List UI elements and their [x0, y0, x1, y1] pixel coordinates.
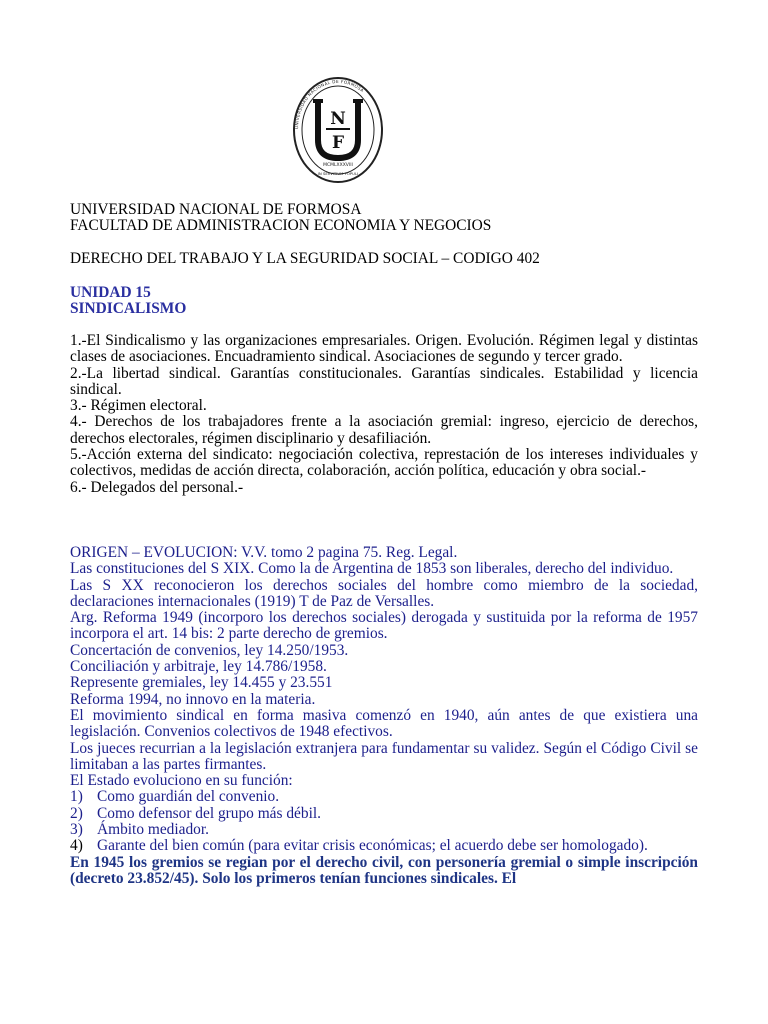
section-paragraph: El Estado evoluciono en su función:: [70, 772, 293, 790]
unit-heading: [70, 285, 698, 318]
section-heading: ORIGEN – EVOLUCION: V.V. tomo 2 pagina 75. Reg. Legal.: [70, 544, 458, 561]
faculty-name: FACULTAD DE ADMINISTRACION ECONOMIA Y NEGOCIOS: [70, 217, 492, 235]
syllabus-item: 2.-La libertad sindical. Garantías constitucionales. Garantías sindicales. Estabilidad y licencia sindical.: [70, 364, 698, 398]
syllabus-item: 4.- Derechos de los trabajadores frente a la asociación gremial: ingreso, ejercicio de derechos, derechos electorales, régimen disciplinario y desafiliación.: [70, 413, 698, 447]
syllabus-item: 5.-Acción externa del sindicato: negociación colectiva, represtación de los intereses individuales y colectivos, medidas de acción directa, colaboración, acción política, educación y obra social.-: [70, 446, 698, 480]
section-paragraph: Los jueces recurrian a la legislación extranjera para fundamentar su validez. Según el Código Civil se limitaban a las partes firmantes.: [70, 739, 698, 773]
syllabus-item: 6.- Delegados del personal.-: [70, 478, 244, 496]
unit-number: UNIDAD 15: [70, 284, 151, 301]
syllabus-item: 1.-El Sindicalismo y las organizaciones empresariales. Origen. Evolución. Régimen legal y distintas clases de asociaciones. Encuadramiento sindical. Asociaciones de segundo y tercer grado.: [70, 332, 698, 366]
syllabus-item: 3.- Régimen electoral.: [70, 397, 207, 415]
section-paragraph: Reforma 1994, no innovo en la materia.: [70, 690, 316, 708]
list-item: 1) Como guardián del convenio.: [70, 788, 280, 806]
document-header: [70, 202, 698, 235]
section-paragraph: El movimiento sindical en forma masiva comenzó en 1940, aún antes de que existiera una legislación. Convenios colectivos de 1948 efectivos.: [70, 706, 698, 741]
section-paragraph: Las constituciones del S XIX. Como la de Argentina de 1853 son liberales, derecho del individuo.: [70, 560, 674, 578]
section-paragraph: Arg. Reforma 1949 (incorporo los derechos sociales) derogada y sustituida por la reforma de 1957 incorpora el art. 14 bis: 2 parte derecho de gremios.: [70, 609, 698, 643]
logo-ring-text: UNIVERSIDAD NACIONAL DE FORMOSA: [293, 78, 365, 130]
university-logo: [288, 72, 388, 192]
syllabus-list: [70, 333, 698, 496]
course-title-block: [70, 251, 698, 267]
section-paragraph: Conciliación y arbitraje, ley 14.786/1958.: [70, 658, 327, 676]
unit-title: SINDICALISMO: [70, 300, 187, 318]
logo-letter-f: F: [331, 133, 345, 153]
list-item: 2) Como defensor del grupo más débil.: [70, 804, 321, 822]
origen-section: [70, 545, 698, 887]
section-paragraph: Las S XX reconocieron los derechos sociales del hombre como miembro de la sociedad, declaraciones internacionales (1919) T de Paz de Versalles.: [70, 576, 698, 610]
list-item: 3) Ámbito mediador.: [70, 821, 209, 839]
section-paragraph: Concertación de convenios, ley 14.250/1953.: [70, 641, 349, 659]
list-item: 4) Garante del bien común (para evitar crisis económicas; el acuerdo debe ser homologado).: [70, 837, 648, 855]
state-functions-list: [70, 789, 698, 854]
logo-year: MCMLXXXVIII: [323, 163, 353, 168]
closing-paragraph: En 1945 los gremios se regian por el derecho civil, con personería gremial o simple inscripción (decreto 23.852/45). Solo los primeros tenían funciones sindicales. El: [70, 853, 698, 887]
university-name: UNIVERSIDAD NACIONAL DE FORMOSA: [70, 201, 362, 218]
section-paragraph: Represente gremiales, ley 14.455 y 23.551: [70, 674, 333, 692]
course-title: DERECHO DEL TRABAJO Y LA SEGURIDAD SOCIAL – CODIGO 402: [70, 250, 540, 267]
logo-motto: IN SERVITIUM POPULI: [317, 171, 359, 176]
logo-letter-n: N: [330, 109, 346, 129]
